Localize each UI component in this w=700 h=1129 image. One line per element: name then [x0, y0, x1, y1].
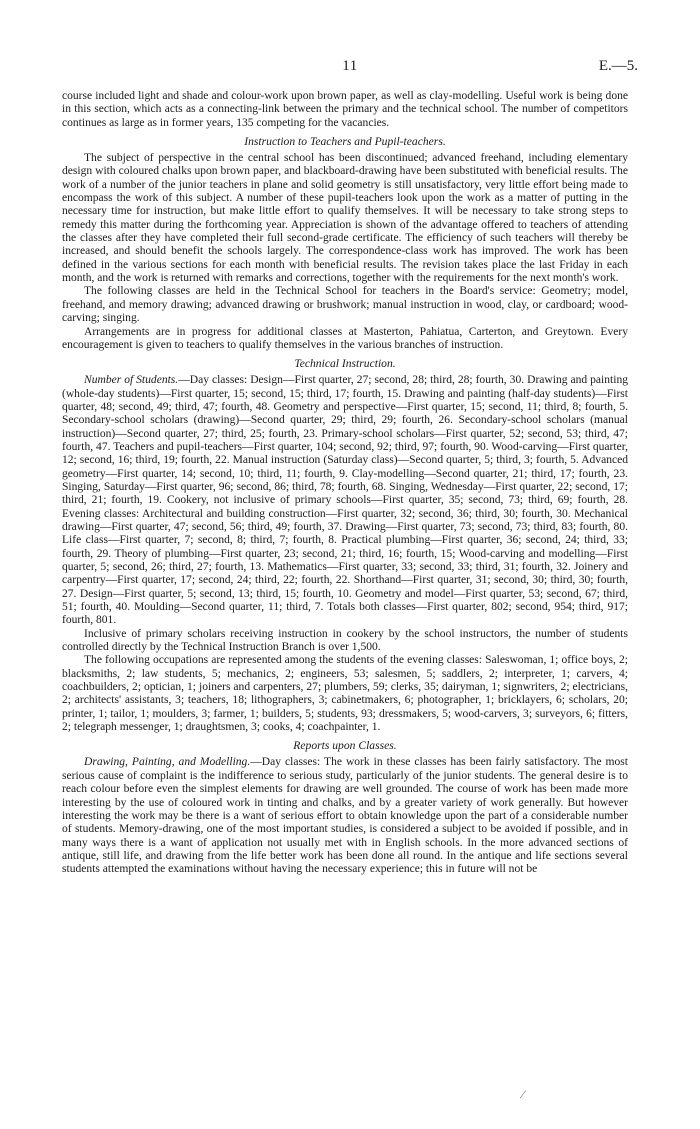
- paragraph-arrangements: Arrangements are in progress for additional classes at Masterton, Pahiatua, Carterton, and Greytown. Every encouragement is given to teachers to qualify themselves in the various branches of instruction.: [62, 325, 628, 351]
- drawing-painting-text: —Day classes: The work in these classes has been fairly satisfactory. The most serious cause of complaint is the indifference to serious study, particularly of the junior students. The general desire is to reach colour before even the simplest elements for drawing are well grounded. The course of work has been made more interesting by the use of coloured work in tinting and chalks, and by a greater variety of work generally. But however interesting the work may be there is a want of serious effort to obtain knowledge upon the part of a considerable number of students. Memory-drawing, one of the most important studies, is considered a subject to be avoided if possible, and in many ways there is a want of application not usually met with in English schools. In the more advanced sections of antique, still life, and drawing from the life better work has been done all round. In the antique and life sections several students attempted the examinations without having the necessary experience; this in future will not be: [62, 756, 629, 876]
- section-heading-teachers: Instruction to Teachers and Pupil-teachers.: [244, 135, 446, 149]
- margin-mark: ⁄: [522, 1087, 525, 1101]
- paragraph-occupations: The following occupations are represented among the students of the evening classes: Saleswoman, 1; office boys, 2; blacksmiths, 2; law students, 5; mechanics, 2; engineers, 53; salesmen, 5; saddlers, 2; interpreter, 1; carvers, 4; coachbuilders, 2; optician, 1; joiners and carpenters, 27; plumbers, 59; clerks, 35; dairyman, 1; signwriters, 2; electricians, 2; architects' assistants, 3; teachers, 18; lithographers, 3; cabinetmakers, 6; photographer, 1; bricklayers, 6; scholars, 20; printer, 1; tailor, 1; moulders, 3; farmer, 1; builders, 5; students, 93; dressmakers, 5; wood-carvers, 3; surveyors, 6; fitters, 2; telegraph messenger, 1; draughtsmen, 3; cooks, 4; coachpainter, 1.: [62, 654, 628, 734]
- lead-drawing-painting: Drawing, Painting, and Modelling.: [84, 756, 251, 769]
- page-reference: E.—5.: [598, 58, 638, 74]
- section-heading-technical: Technical Instruction.: [294, 357, 396, 371]
- page-number: 11: [342, 58, 358, 74]
- paragraph-number-of-students: [62, 374, 628, 628]
- paragraph-drawing-painting: [62, 756, 628, 876]
- lead-number-of-students: Number of Students.: [84, 374, 179, 387]
- paragraph-classes-held: The following classes are held in the Technical School for teachers in the Board's service: Geometry; model, freehand, and memory drawing; advanced drawing or brushwork; manual instruction in wood, clay, or cardboard; wood-carving; singing.: [62, 285, 628, 325]
- section-heading-reports: Reports upon Classes.: [293, 739, 397, 753]
- document-body: [62, 90, 628, 877]
- paragraph-continued: course included light and shade and colour-work upon brown paper, as well as clay-modelling. Useful work is being done in this section, which acts as a connecting-link between the primary and the technical school. The number of competitors continues as large as in former years, 135 competing for the vacancies.: [62, 90, 628, 129]
- students-text: —Day classes: Design—First quarter, 27; second, 28; third, 28; fourth, 30. Drawing and painting (whole-day students)—First quarter, 15; second, 15; third, 17; fourth, 15. Drawing and painting (half-day students)—First quarter, 48; second, 49; third, 47; fourth, 48. Geometry and perspective—First quarter, 15; second, 11; third, 8; fourth, 5. Secondary-school scholars (drawing)—Second quarter, 29; third, 29; fourth, 26. Secondary-school scholars (manual instruction)—Second quarter, 27; third, 25; fourth, 23. Primary-school scholars—First quarter, 52; second, 53; third, 47; fourth, 47. Teachers and pupil-teachers—First quarter, 104; second, 92; third, 97; fourth, 90. Wood-carving—First quarter, 12; second, 16; third, 19; fourth, 22. Manual instruction (Saturday class)—Second quarter, 5; third, 3; fourth, 5. Advanced geometry—First quarter, 14; second, 10; third, 11; fourth, 9. Clay-modelling—Second quarter, 21; third, 17; fourth, 23. Singing, Saturday—First quarter, 96; second, 86; third, 78; fourth, 68. Singing, Wednesday—First quarter, 22; second, 17; third, 21; fourth, 19. Cookery, not inclusive of primary schools—First quarter, 35; second, 73; third, 69; fourth, 28. Evening classes: Architectural and building construction—First quarter, 32; second, 36; third, 30; fourth, 30. Mechanical drawing—First quarter, 47; second, 56; third, 49; fourth, 37. Drawing—First quarter, 73; second, 73; third, 83; fourth, 80. Life class—First quarter, 7; second, 8; third, 7; fourth, 8. Practical plumbing—First quarter, 36; second, 24; third, 33; fourth, 29. Theory of plumbing—First quarter, 23; second, 21; third, 16; fourth, 15; Wood-carving and modelling—First quarter, 5; second, 26; third, 27; fourth, 13. Mathematics—First quarter, 33; second, 33; third, 31; fourth, 32. Joinery and carpentry—First quarter, 17; second, 24; third, 22; fourth, 22. Shorthand—First quarter, 31; second, 30; third, 30; fourth, 27. Design—First quarter, 5; second, 13; third, 15; fourth, 10. Geometry and model—First quarter, 53; second, 67; third, 51; fourth, 40. Moulding—Second quarter, 11; third, 7. Totals both classes—First quarter, 802; second, 954; third, 917; fourth, 801.: [62, 374, 628, 627]
- paragraph-primary-scholars: Inclusive of primary scholars receiving instruction in cookery by the school instructors, the number of students controlled directly by the Technical Instruction Branch is over 1,500.: [62, 627, 628, 654]
- paragraph-perspective: The subject of perspective in the central school has been discontinued; advanced freehand, including elementary design with coloured chalks upon brown paper, and blackboard-drawing have been substituted with beneficial results. The work of a number of the junior teachers in plane and solid geometry is still unsatisfactory, very little effort being made to encompass the work of this subject. A number of these pupil-teachers look upon the work as a matter of putting in the necessary time for instruction, but make little effort to qualify themselves. It will be necessary to take strong steps to remedy this matter during the forthcoming year. Appreciation is shown of the advantage offered to teachers of attending the classes after they have completed their full second-grade certificate. The efficiency of such teachers will thereby be increased, and should benefit the schools largely. The correspondence-class work has improved. The work has been defined in the various sections for each month with beneficial results. The revision takes place the last Friday in each month, and the work is returned with remarks and corrections, together with the requirements for the next month's work.: [62, 152, 628, 285]
